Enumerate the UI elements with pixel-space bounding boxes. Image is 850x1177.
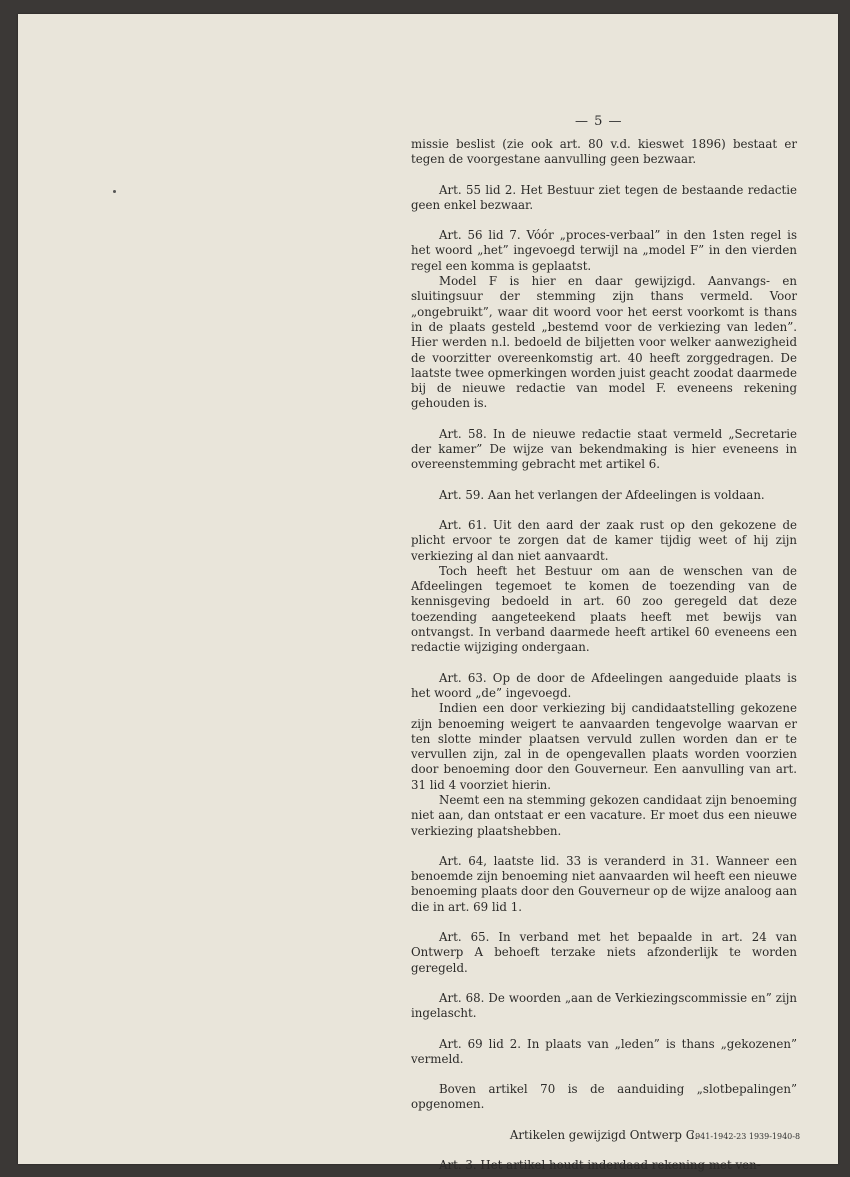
- paragraph: Indien een door verkiezing bij candidaatstelling gekozene zijn benoeming weigert te aanvaarden tengevolge waarvan er ten slotte minder plaatsen vervuld zullen worden dan er te vervullen zijn, zal in de opengevallen plaats worden voorzien door benoeming door den Gouverneur. Een aanvulling van art. 31 lid 4 voorziet hierin.: [411, 701, 797, 792]
- paragraph: Art. 59. Aan het verlangen der Afdeelingen is voldaan.: [439, 487, 765, 502]
- paragraph: Model F is hier en daar gewijzigd. Aanvangs- en sluitingsuur der stemming zijn thans vermeld. Voor „ongebruikt”, waar dit woord voor het eerst voorkomt is thans in de plaats gesteld „bestemd voor de verkiezing van leden”. Hier werden n.l. bedoeld de biljetten voor welker aanwezigheid de voorzitter overeenkomstig art. 40 heeft zorggedragen. De laatste twee opmerkingen worden juist geacht zoodat daarmede bij de nieuwe redactie van model F. eveneens rekening gehouden is.: [411, 274, 797, 411]
- paragraph: Art. 68. De woorden „aan de Verkiezingscommissie en” zijn ingelascht.: [411, 990, 797, 1021]
- paragraph: Art. 3. Het artikel houdt inderdaad rekening met ven-: [439, 1158, 761, 1173]
- paragraph: Art. 64, laatste lid. 33 is veranderd in 31. Wanneer een benoemde zijn benoeming niet aanvaarden wil heeft een nieuwe benoeming plaats door den Gouverneur op de wijze analoog aan die in art. 69 lid 1.: [411, 853, 797, 914]
- paragraph: Art. 56 lid 7. Vóór „proces-verbaal” in den 1sten regel is het woord „het” ingevoegd terwijl na „model F” in den vierden regel een komma is geplaatst.: [411, 228, 797, 273]
- document-page: [18, 14, 838, 1173]
- page-number: — 5 —: [575, 114, 623, 129]
- footer-reference: 1941-1942-23 1939-1940-8: [690, 1132, 801, 1141]
- paragraph: Art. 65. In verband met het bepaalde in art. 24 van Ontwerp A behoeft terzake niets afzonderlijk te worden geregeld.: [411, 930, 797, 975]
- margin-mark: [113, 190, 116, 193]
- paragraph: Art. 55 lid 2. Het Bestuur ziet tegen de bestaande redactie geen enkel bezwaar.: [411, 182, 797, 212]
- paragraph: Art. 61. Uit den aard der zaak rust op den gekozene de plicht ervoor te zorgen dat de kamer tijdig weet of hij zijn verkiezing al dan niet aanvaardt.: [411, 517, 797, 563]
- paragraph: Toch heeft het Bestuur om aan de wenschen van de Afdeelingen tegemoet te komen de toezending van de kennisgeving bedoeld in art. 60 zoo geregeld dat deze toezending aangeteekend plaats heeft met bewijs van ontvangst. In verband daarmede heeft artikel 60 eveneens een redactie wijziging ondergaan.: [411, 563, 797, 655]
- paragraph: Art. 58. In de nieuwe redactie staat vermeld „Secretarie der kamer” De wijze van bekendmaking is hier eveneens in overeenstemming gebracht met artikel 6.: [411, 426, 797, 472]
- section-heading: Artikelen gewijzigd Ontwerp C.: [509, 1127, 699, 1142]
- paragraph: Art. 63. Op de door de Afdeelingen aangeduide plaats is het woord „de” ingevoegd.: [411, 670, 797, 700]
- paragraph: missie beslist (zie ook art. 80 v.d. kieswet 1896) bestaat er tegen de voorgestane aanvulling geen bezwaar.: [411, 137, 797, 167]
- body-text: [411, 137, 797, 1173]
- paragraph: Art. 69 lid 2. In plaats van „leden” is thans „gekozenen” vermeld.: [411, 1036, 797, 1066]
- paragraph: Neemt een na stemming gekozen candidaat zijn benoeming niet aan, dan ontstaat er een vacature. Er moet dus een nieuwe verkiezing plaatshebben.: [411, 792, 797, 838]
- paragraph: Boven artikel 70 is de aanduiding „slotbepalingen” opgenomen.: [411, 1082, 797, 1112]
